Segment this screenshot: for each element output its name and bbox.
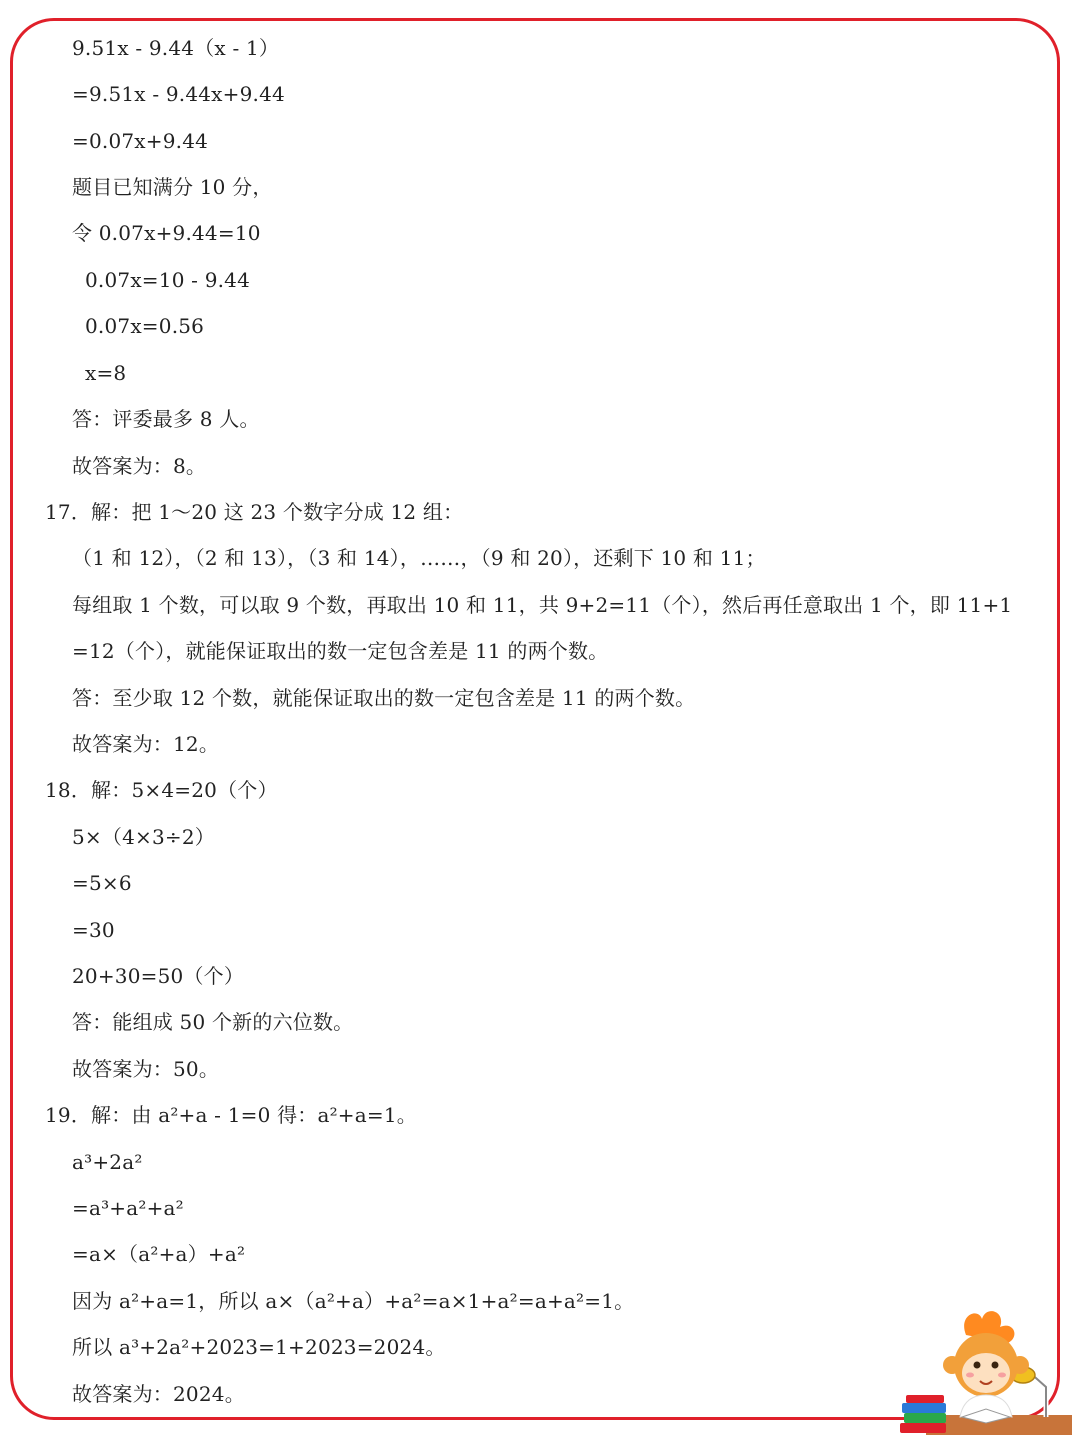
question-heading: 18．解：5×4=20（个） bbox=[45, 778, 278, 802]
answer-line: 答：评委最多 8 人。 bbox=[72, 407, 260, 431]
answer-line: 故答案为：8。 bbox=[72, 454, 207, 478]
text-line: x=8 bbox=[85, 361, 127, 385]
text-line: 0.07x=10 - 9.44 bbox=[85, 268, 251, 292]
text-line: =0.07x+9.44 bbox=[72, 129, 209, 153]
answer-line: 答：能组成 50 个新的六位数。 bbox=[72, 1010, 354, 1034]
text-line: =a³+a²+a² bbox=[72, 1196, 184, 1220]
question-heading: 19．解：由 a²+a - 1=0 得：a²+a=1。 bbox=[45, 1103, 417, 1127]
question-heading: 17．解：把 1～20 这 23 个数字分成 12 组： bbox=[45, 500, 464, 524]
text-line: 令 0.07x+9.44=10 bbox=[72, 221, 261, 245]
answer-line: 故答案为：12。 bbox=[72, 732, 220, 756]
text-line: （1 和 12），（2 和 13），（3 和 14），……，（9 和 20），还剩下 10 和 11； bbox=[72, 546, 766, 570]
text-line: =9.51x - 9.44x+9.44 bbox=[72, 82, 285, 106]
text-line: 每组取 1 个数，可以取 9 个数，再取出 10 和 11，共 9+2=11（个），然后再任意取出 1 个，即 11+1 bbox=[72, 593, 1013, 617]
answer-line: 故答案为：2024。 bbox=[72, 1382, 245, 1406]
text-line: a³+2a² bbox=[72, 1150, 143, 1174]
answer-line: 答：至少取 12 个数，就能保证取出的数一定包含差是 11 的两个数。 bbox=[72, 686, 696, 710]
text-line: =12（个），就能保证取出的数一定包含差是 11 的两个数。 bbox=[72, 639, 609, 663]
text-line: 5×（4×3÷2） bbox=[72, 825, 215, 849]
text-line: 因为 a²+a=1，所以 a×（a²+a）+a²=a×1+a²=a+a²=1。 bbox=[72, 1289, 635, 1313]
text-line: 题目已知满分 10 分， bbox=[72, 175, 273, 199]
text-line: =5×6 bbox=[72, 871, 132, 895]
text-line: 0.07x=0.56 bbox=[85, 314, 205, 338]
text-line: 9.51x - 9.44（x - 1） bbox=[72, 36, 280, 60]
text-line: =a×（a²+a）+a² bbox=[72, 1242, 246, 1266]
text-line: =30 bbox=[72, 918, 115, 942]
monkey-mascot-icon bbox=[896, 1305, 1072, 1435]
text-line: 20+30=50（个） bbox=[72, 964, 245, 988]
text-line: 所以 a³+2a²+2023=1+2023=2024。 bbox=[72, 1335, 446, 1359]
answer-line: 故答案为：50。 bbox=[72, 1057, 220, 1081]
